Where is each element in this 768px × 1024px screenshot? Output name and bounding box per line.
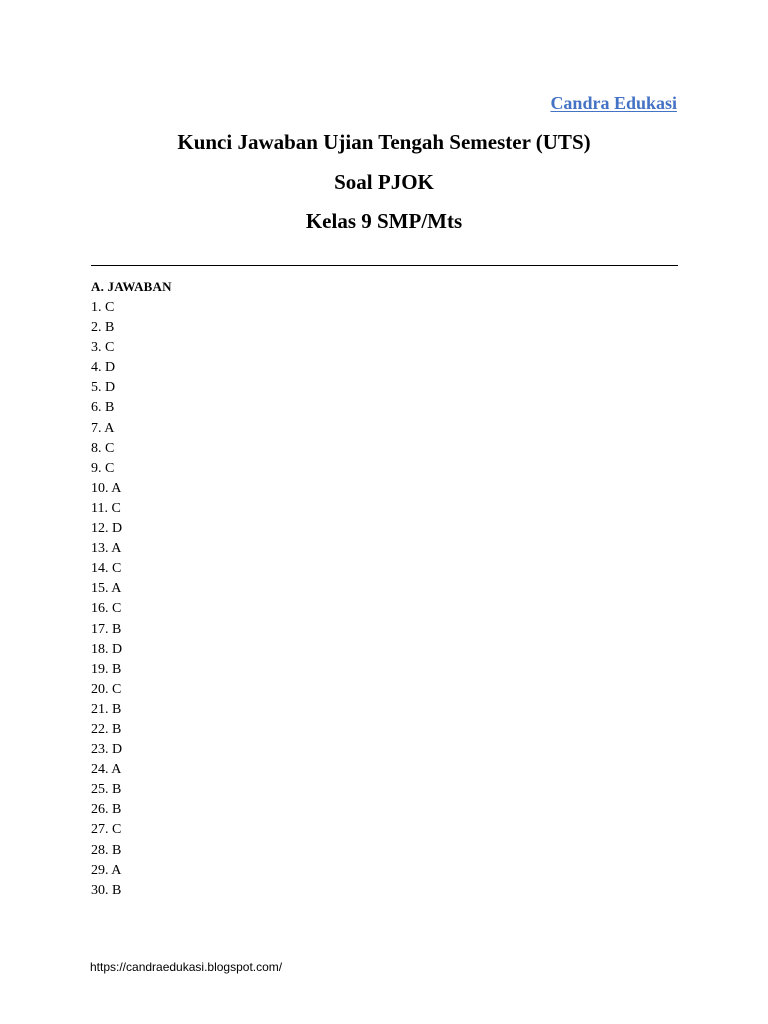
answer-number: 11 . — [91, 501, 111, 516]
answer-item — [91, 459, 122, 479]
answer-item — [91, 861, 122, 881]
document-subject: Soal PJOK — [334, 170, 434, 194]
answer-item — [91, 419, 122, 439]
document-title: Kunci Jawaban Ujian Tengah Semester (UTS) — [177, 130, 591, 154]
answer-number: 7 . — [91, 421, 104, 436]
answer-number: 18 . — [91, 642, 112, 657]
answer-letter: B — [112, 842, 122, 858]
answer-item — [91, 740, 122, 760]
answer-letter: C — [112, 601, 122, 617]
answer-item — [91, 660, 122, 680]
answer-list — [91, 298, 122, 901]
document-grade: Kelas 9 SMP/Mts — [305, 209, 463, 233]
answer-item — [91, 579, 122, 599]
answer-letter: A — [111, 581, 122, 597]
answer-item — [91, 640, 122, 660]
answer-letter: B — [112, 721, 122, 737]
answer-item — [91, 539, 122, 559]
answer-number: 20 . — [91, 682, 112, 697]
answer-letter: A — [111, 541, 122, 557]
answer-item — [91, 780, 122, 800]
answer-letter: C — [105, 300, 115, 315]
answer-number: 1 . — [91, 300, 105, 315]
answer-letter: B — [105, 400, 115, 416]
answer-letter: C — [112, 561, 122, 577]
answer-letter: C — [112, 681, 122, 697]
answer-letter: C — [112, 822, 122, 838]
answer-letter: B — [112, 802, 122, 818]
answer-item — [91, 499, 122, 519]
answer-letter: A — [111, 762, 122, 778]
answer-letter: B — [112, 782, 122, 798]
answer-number: 9 . — [91, 461, 105, 476]
answer-item — [91, 680, 122, 700]
answer-number: 27 . — [91, 822, 112, 837]
answer-number: 23 . — [91, 742, 112, 757]
answer-item — [91, 559, 122, 579]
answer-number: 25 . — [91, 782, 112, 797]
answer-letter: B — [112, 701, 122, 717]
answer-number: 4 . — [91, 360, 105, 375]
answer-item — [91, 398, 122, 418]
answer-number: 13 . — [91, 541, 111, 556]
answer-number: 19 . — [91, 662, 112, 677]
answer-number: 22 . — [91, 722, 112, 737]
answer-item — [91, 439, 122, 459]
answer-item — [91, 519, 122, 539]
answer-item — [91, 298, 122, 318]
answer-letter: D — [105, 380, 116, 396]
answer-item — [91, 700, 122, 720]
answer-letter: B — [105, 320, 115, 336]
answer-letter: A — [111, 862, 122, 878]
section-heading: A. JAWABAN — [91, 279, 172, 294]
answer-number: 29 . — [91, 863, 111, 878]
answer-letter: C — [105, 440, 115, 456]
answer-number: 14 . — [91, 561, 112, 576]
answer-letter: D — [112, 521, 123, 537]
answer-letter: B — [112, 621, 122, 637]
answer-letter: C — [111, 500, 121, 516]
answer-number: 21 . — [91, 702, 112, 717]
answer-number: 17 . — [91, 622, 112, 637]
answer-item — [91, 358, 122, 378]
answer-number: 28 . — [91, 843, 112, 858]
answer-letter: B — [112, 661, 122, 677]
answer-letter: B — [112, 882, 122, 898]
answer-item — [91, 841, 122, 861]
answer-item — [91, 820, 122, 840]
answer-number: 16 . — [91, 601, 112, 616]
answer-item — [91, 620, 122, 640]
answer-number: 30 . — [91, 883, 112, 898]
answer-number: 8 . — [91, 441, 105, 456]
answer-number: 15 . — [91, 581, 111, 596]
header-divider — [91, 265, 678, 266]
answer-letter: D — [105, 360, 116, 376]
answer-letter: C — [105, 340, 115, 356]
answer-item — [91, 800, 122, 820]
answer-number: 6 . — [91, 400, 105, 415]
answer-item — [91, 881, 122, 901]
answer-item — [91, 720, 122, 740]
answer-item — [91, 760, 122, 780]
answer-number: 2 . — [91, 320, 105, 335]
footer-url-link[interactable]: https://candraedukasi.blogspot.com/ — [90, 960, 283, 974]
answer-item — [91, 599, 122, 619]
answer-item — [91, 338, 122, 358]
answer-number: 5 . — [91, 380, 105, 395]
answer-letter: C — [105, 460, 115, 476]
brand-link[interactable]: Candra Edukasi — [550, 93, 677, 113]
answer-letter: D — [112, 641, 123, 657]
answer-item — [91, 318, 122, 338]
answer-letter: A — [111, 480, 122, 496]
answer-number: 3 . — [91, 340, 105, 355]
answer-number: 24 . — [91, 762, 111, 777]
answer-item — [91, 378, 122, 398]
answer-item — [91, 479, 122, 499]
answer-number: 10 . — [91, 481, 111, 496]
answer-number: 12 . — [91, 521, 112, 536]
answer-letter: A — [104, 420, 115, 436]
answer-number: 26 . — [91, 802, 112, 817]
answer-letter: D — [112, 742, 123, 758]
